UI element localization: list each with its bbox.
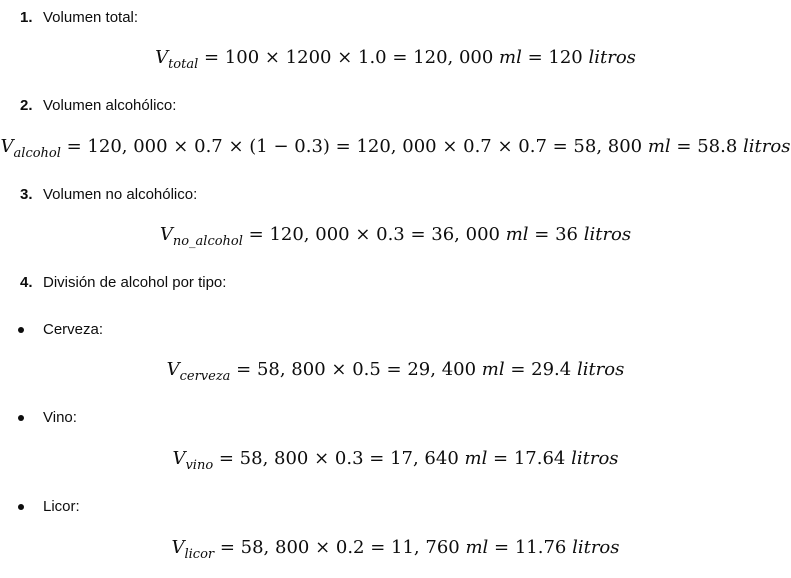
equation-body: = 100 × 1200 × 1.0 = 120, 000 bbox=[198, 47, 500, 68]
equation-body: = 29.4 bbox=[504, 359, 577, 380]
unit: ml bbox=[481, 359, 505, 380]
unit: litros bbox=[743, 136, 791, 157]
unit: ml bbox=[647, 136, 671, 157]
bullet-icon bbox=[18, 415, 24, 421]
subscript: total bbox=[168, 57, 199, 72]
subscript: alcohol bbox=[13, 146, 61, 161]
bullet-label-vino: Vino: bbox=[43, 409, 77, 426]
unit: ml bbox=[499, 47, 522, 68]
variable: V bbox=[0, 136, 14, 157]
list-number: 4. bbox=[20, 274, 33, 291]
unit: litros bbox=[583, 224, 632, 245]
equation-body: = 58, 800 × 0.5 = 29, 400 bbox=[230, 359, 482, 380]
unit: ml bbox=[505, 224, 529, 245]
item-label-volumen-total: Volumen total: bbox=[43, 9, 139, 26]
item-label-division-alcohol: División de alcohol por tipo: bbox=[43, 274, 227, 291]
list-number: 2. bbox=[20, 97, 33, 114]
equation-licor bbox=[0, 536, 791, 560]
unit: ml bbox=[464, 448, 488, 469]
equation-body: = 36 bbox=[528, 224, 584, 245]
variable: V bbox=[172, 448, 186, 469]
equation-body: = 11.76 bbox=[488, 537, 573, 558]
unit: litros bbox=[588, 47, 636, 68]
unit: litros bbox=[576, 359, 625, 380]
subscript: licor bbox=[184, 547, 215, 562]
equation-body: = 17.64 bbox=[487, 448, 572, 469]
item-label-volumen-no-alcoholico: Volumen no alcohólico: bbox=[43, 186, 198, 203]
list-number: 1. bbox=[20, 9, 33, 26]
unit: ml bbox=[465, 537, 489, 558]
bullet-icon bbox=[18, 504, 24, 510]
equation-body: = 58, 800 × 0.3 = 17, 640 bbox=[213, 448, 465, 469]
subscript: cerveza bbox=[179, 369, 231, 384]
bullet-label-cerveza: Cerveza: bbox=[43, 321, 104, 338]
equation-body: = 120, 000 × 0.3 = 36, 000 bbox=[242, 224, 506, 245]
unit: litros bbox=[572, 537, 620, 558]
equation-volumen-no-alcoholico bbox=[0, 223, 791, 247]
equation-body: = 120, 000 × 0.7 × (1 − 0.3) = 120, 000 × 0.7 × 0.7 = 58, 800 bbox=[60, 136, 648, 157]
variable: V bbox=[159, 224, 173, 245]
equation-cerveza bbox=[0, 358, 791, 382]
equation-volumen-total bbox=[0, 46, 791, 70]
unit: litros bbox=[571, 448, 619, 469]
variable: V bbox=[155, 47, 169, 68]
equation-body: = 58.8 bbox=[670, 136, 744, 157]
variable: V bbox=[166, 359, 180, 380]
variable: V bbox=[171, 537, 185, 558]
equation-body: = 58, 800 × 0.2 = 11, 760 bbox=[214, 537, 466, 558]
subscript: vino bbox=[185, 458, 214, 473]
bullet-icon bbox=[18, 327, 24, 333]
item-label-volumen-alcoholico: Volumen alcohólico: bbox=[43, 97, 177, 114]
list-number: 3. bbox=[20, 186, 33, 203]
equation-vino bbox=[0, 447, 791, 471]
subscript: no_alcohol bbox=[172, 234, 243, 249]
bullet-label-licor: Licor: bbox=[43, 498, 80, 515]
equation-body: = 120 bbox=[521, 47, 589, 68]
equation-volumen-alcoholico bbox=[0, 135, 791, 159]
